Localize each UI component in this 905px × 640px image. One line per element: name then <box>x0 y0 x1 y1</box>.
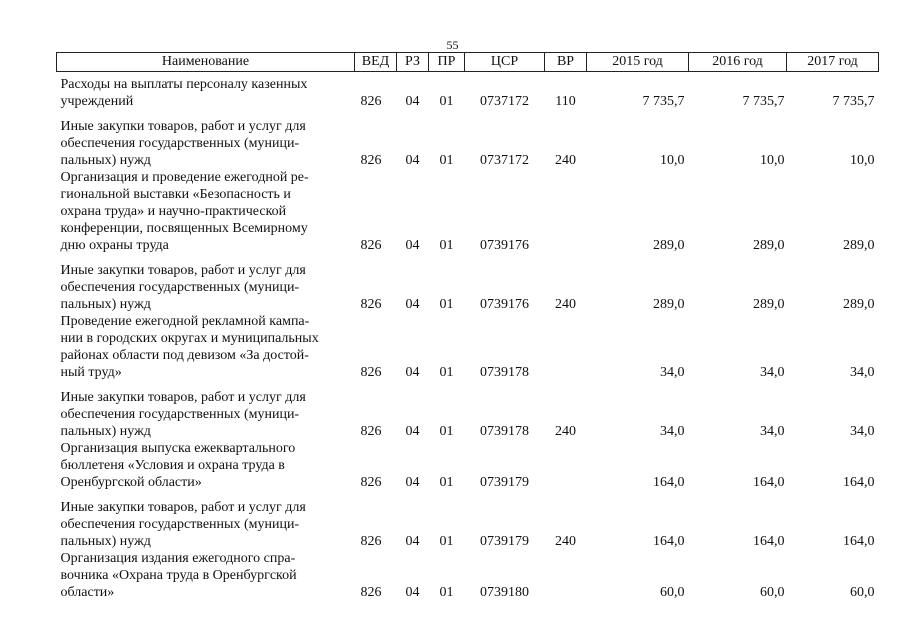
cell-vr: 240 <box>555 534 576 549</box>
cell-ved: 826 <box>360 94 382 109</box>
table-row <box>57 440 879 491</box>
name-line: пальных) нужд <box>60 534 151 549</box>
cell-rz: 04 <box>405 153 420 168</box>
table-row <box>57 313 879 381</box>
cell-2017: 60,0 <box>850 585 875 600</box>
cell-2016: 34,0 <box>760 365 785 380</box>
cell-name <box>57 491 355 550</box>
budget-table <box>56 52 879 601</box>
table-row <box>57 169 879 254</box>
cell-2016: 164,0 <box>753 475 785 490</box>
cell-2016: 289,0 <box>753 238 785 253</box>
cell-name <box>57 313 355 381</box>
cell-name <box>57 440 355 491</box>
cell-2016: 10,0 <box>760 153 785 168</box>
cell-2017: 10,0 <box>850 153 875 168</box>
cell-2015: 289,0 <box>653 238 685 253</box>
cell-name <box>57 254 355 313</box>
cell-csr: 0737172 <box>480 153 529 168</box>
cell-rz: 04 <box>405 238 420 253</box>
cell-csr: 0739180 <box>480 585 529 600</box>
cell-vr: 240 <box>555 153 576 168</box>
name-line: охрана труда» и научно-практической <box>60 204 287 219</box>
name-line: районах области под девизом «За достой- <box>60 348 309 363</box>
name-line: учреждений <box>60 94 134 109</box>
cell-2017: 289,0 <box>843 238 875 253</box>
cell-vr: 240 <box>555 424 576 439</box>
header-2015: 2015 год <box>587 53 689 72</box>
cell-ved: 826 <box>360 297 382 312</box>
cell-vr <box>545 550 587 601</box>
cell-rz: 04 <box>405 475 420 490</box>
name-line: Иные закупки товаров, работ и услуг для <box>60 119 306 134</box>
name-line: обеспечения государственных (муници- <box>60 280 300 295</box>
cell-vr <box>545 313 587 381</box>
cell-2016: 34,0 <box>760 424 785 439</box>
cell-2017: 164,0 <box>843 475 875 490</box>
cell-rz: 04 <box>405 297 420 312</box>
cell-name <box>57 381 355 440</box>
cell-ved: 826 <box>360 238 382 253</box>
cell-ved: 826 <box>360 365 382 380</box>
name-line: обеспечения государственных (муници- <box>60 407 300 422</box>
page-number: 55 <box>446 38 459 52</box>
cell-pr: 01 <box>439 238 454 253</box>
name-line: Организация выпуска ежеквартального <box>60 441 296 456</box>
table-body <box>57 72 879 602</box>
cell-csr: 0737172 <box>480 94 529 109</box>
name-line: Иные закупки товаров, работ и услуг для <box>60 263 306 278</box>
header-row <box>57 53 879 72</box>
table-row <box>57 254 879 313</box>
name-line: дню охраны труда <box>60 238 169 253</box>
header-vr: ВР <box>545 53 587 72</box>
cell-vr: 110 <box>555 94 576 109</box>
cell-2017: 34,0 <box>850 365 875 380</box>
cell-2017: 289,0 <box>843 297 875 312</box>
header-name: Наименование <box>57 53 355 72</box>
cell-2015: 164,0 <box>653 475 685 490</box>
cell-rz: 04 <box>405 585 420 600</box>
cell-2016: 164,0 <box>753 534 785 549</box>
cell-pr: 01 <box>439 94 454 109</box>
cell-rz: 04 <box>405 534 420 549</box>
cell-2015: 34,0 <box>660 424 685 439</box>
name-line: Оренбургской области» <box>60 475 202 490</box>
cell-vr <box>545 169 587 254</box>
cell-2015: 10,0 <box>660 153 685 168</box>
header-pr: ПР <box>429 53 465 72</box>
header-ved: ВЕД <box>355 53 397 72</box>
name-line: Организация и проведение ежегодной ре- <box>60 170 309 185</box>
cell-2015: 34,0 <box>660 365 685 380</box>
name-line: Иные закупки товаров, работ и услуг для <box>60 500 306 515</box>
cell-2017: 7 735,7 <box>832 94 875 109</box>
cell-ved: 826 <box>360 424 382 439</box>
cell-csr: 0739178 <box>480 365 529 380</box>
cell-name <box>57 169 355 254</box>
name-line: бюллетеня «Условия и охрана труда в <box>60 458 285 473</box>
cell-2016: 289,0 <box>753 297 785 312</box>
cell-rz: 04 <box>405 424 420 439</box>
table-row <box>57 550 879 601</box>
header-rz: РЗ <box>397 53 429 72</box>
cell-ved: 826 <box>360 534 382 549</box>
name-line: области» <box>60 585 115 600</box>
name-line: Расходы на выплаты персоналу казенных <box>60 77 308 92</box>
cell-2016: 60,0 <box>760 585 785 600</box>
cell-name <box>57 550 355 601</box>
cell-2016: 7 735,7 <box>742 94 785 109</box>
cell-2015: 289,0 <box>653 297 685 312</box>
cell-csr: 0739178 <box>480 424 529 439</box>
cell-ved: 826 <box>360 475 382 490</box>
cell-pr: 01 <box>439 424 454 439</box>
name-line: пальных) нужд <box>60 424 151 439</box>
name-line: Проведение ежегодной рекламной кампа- <box>60 314 310 329</box>
cell-rz: 04 <box>405 94 420 109</box>
cell-csr: 0739179 <box>480 534 529 549</box>
cell-ved: 826 <box>360 585 382 600</box>
name-line: нии в городских округах и муниципальных <box>60 331 319 346</box>
name-line: пальных) нужд <box>60 153 151 168</box>
table-header <box>57 53 879 72</box>
table-row <box>57 110 879 169</box>
cell-pr: 01 <box>439 585 454 600</box>
name-line: ный труд» <box>60 365 122 380</box>
table-row <box>57 491 879 550</box>
cell-name <box>57 72 355 111</box>
cell-csr: 0739176 <box>480 238 529 253</box>
cell-pr: 01 <box>439 534 454 549</box>
cell-ved: 826 <box>360 153 382 168</box>
cell-pr: 01 <box>439 365 454 380</box>
cell-vr: 240 <box>555 297 576 312</box>
cell-rz: 04 <box>405 365 420 380</box>
name-line: обеспечения государственных (муници- <box>60 517 300 532</box>
cell-2015: 164,0 <box>653 534 685 549</box>
cell-2015: 60,0 <box>660 585 685 600</box>
cell-name <box>57 110 355 169</box>
name-line: Иные закупки товаров, работ и услуг для <box>60 390 306 405</box>
header-2016: 2016 год <box>689 53 787 72</box>
cell-vr <box>545 440 587 491</box>
header-csr: ЦСР <box>465 53 545 72</box>
cell-pr: 01 <box>439 475 454 490</box>
cell-2017: 164,0 <box>843 534 875 549</box>
cell-2015: 7 735,7 <box>642 94 685 109</box>
budget-table-container <box>56 52 878 601</box>
cell-2017: 34,0 <box>850 424 875 439</box>
name-line: гиональной выставки «Безопасность и <box>60 187 291 202</box>
table-row <box>57 72 879 111</box>
name-line: пальных) нужд <box>60 297 151 312</box>
table-row <box>57 381 879 440</box>
header-2017: 2017 год <box>787 53 879 72</box>
cell-pr: 01 <box>439 153 454 168</box>
name-line: Организация издания ежегодного спра- <box>60 551 296 566</box>
name-line: обеспечения государственных (муници- <box>60 136 300 151</box>
cell-csr: 0739179 <box>480 475 529 490</box>
name-line: конференции, посвященных Всемирному <box>60 221 308 236</box>
cell-csr: 0739176 <box>480 297 529 312</box>
cell-pr: 01 <box>439 297 454 312</box>
name-line: вочника «Охрана труда в Оренбургской <box>60 568 297 583</box>
